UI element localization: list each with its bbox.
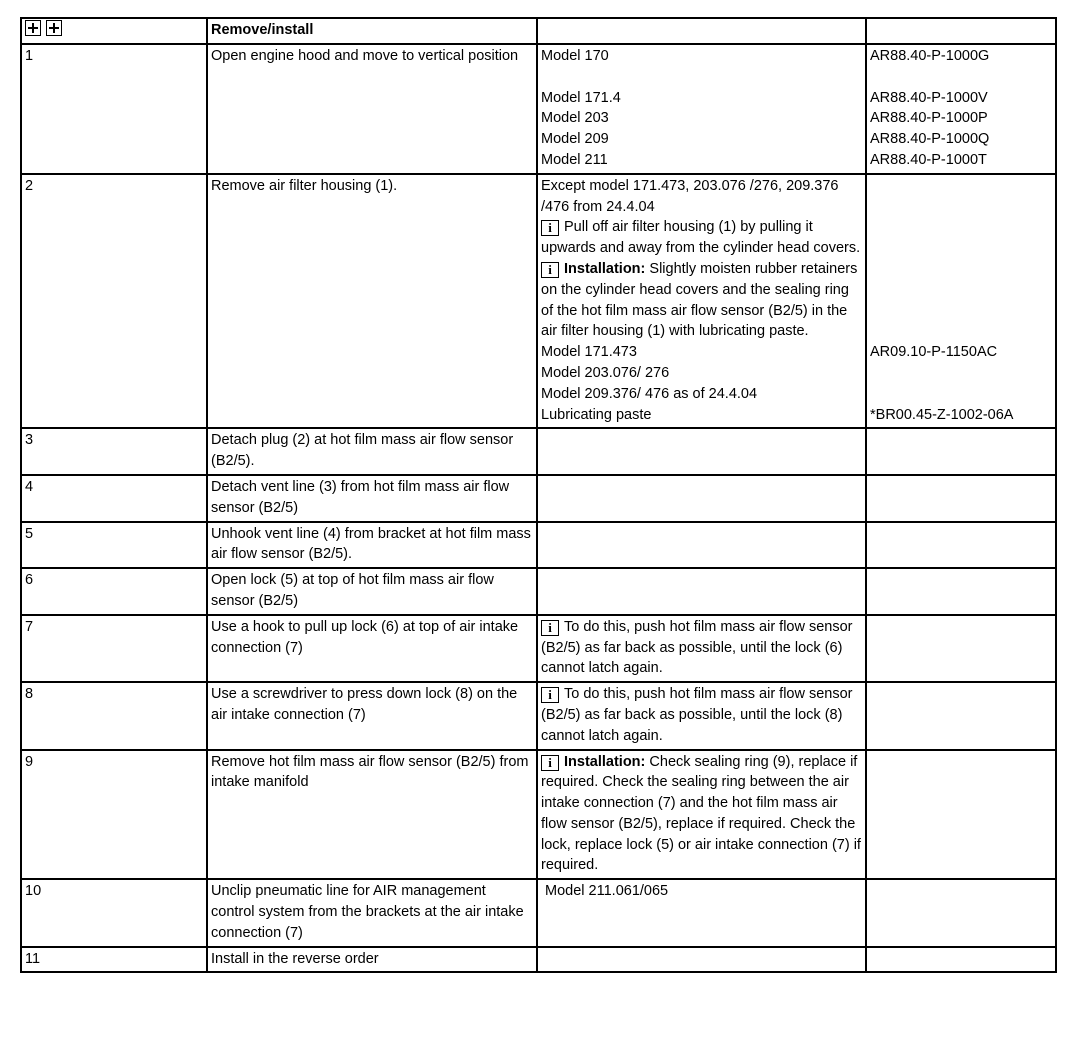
header-remove-install: Remove/install <box>207 18 537 44</box>
expand-all-icon[interactable] <box>25 20 41 36</box>
reference-link[interactable]: AR88.40-P-1000V <box>870 89 988 106</box>
step-number: 9 <box>21 750 207 880</box>
info-icon: i <box>541 755 559 771</box>
step-reference <box>866 44 1056 174</box>
info-icon: i <box>541 620 559 636</box>
step-note: Model 211.061/065 <box>537 879 866 946</box>
table-row <box>21 475 1056 522</box>
step-note <box>537 522 866 569</box>
collapse-all-icon[interactable] <box>46 20 62 36</box>
step-reference <box>866 475 1056 522</box>
step-reference <box>866 750 1056 880</box>
note-line: Lubricating paste <box>541 406 652 423</box>
step-number: 11 <box>21 947 207 973</box>
step-note <box>537 615 866 682</box>
note-line: Model 203.076/ 276 <box>541 364 670 381</box>
reference-link[interactable]: AR09.10-P-1150AC <box>870 344 998 361</box>
reference-link[interactable]: AR88.40-P-1000P <box>870 110 988 127</box>
step-note <box>537 174 866 429</box>
installation-label: Installation: <box>564 753 646 770</box>
step-action: Use a screwdriver to press down lock (8) on the air intake connection (7) <box>207 682 537 749</box>
step-reference <box>866 947 1056 973</box>
table-row <box>21 947 1056 973</box>
note-line: Model 203 <box>541 110 609 127</box>
note-line: Model 209.376/ 476 as of 24.4.04 <box>541 385 758 402</box>
reference-link[interactable]: AR88.40-P-1000Q <box>870 131 990 148</box>
reference-link[interactable]: AR88.40-P-1000T <box>870 151 987 168</box>
table-row <box>21 615 1056 682</box>
header-empty-4 <box>866 18 1056 44</box>
step-note <box>537 947 866 973</box>
step-note <box>537 568 866 615</box>
step-action: Unhook vent line (4) from bracket at hot film mass air flow sensor (B2/5). <box>207 522 537 569</box>
step-action: Open engine hood and move to vertical position <box>207 44 537 174</box>
reference-link[interactable]: *BR00.45-Z-1002-06A <box>870 406 1014 423</box>
table-row <box>21 750 1056 880</box>
step-action: Open lock (5) at top of hot film mass air flow sensor (B2/5) <box>207 568 537 615</box>
table-row <box>21 522 1056 569</box>
step-action: Detach vent line (3) from hot film mass air flow sensor (B2/5) <box>207 475 537 522</box>
info-note <box>541 217 862 259</box>
step-action: Remove air filter housing (1). <box>207 174 537 429</box>
step-note <box>537 750 866 880</box>
note-line: Model 171.4 <box>541 89 621 106</box>
info-text: Check sealing ring (9), replace if required. Check the sealing ring between the air intake connection (7) and the hot film mass air flow sensor (B2/5), replace if required. Check the lock, replace lock (5) or air intake connection (7) if required. <box>541 753 861 874</box>
reference-link[interactable]: AR88.40-P-1000G <box>870 48 990 64</box>
note-intro: Except model 171.473, 203.076 /276, 209.376 /476 from 24.4.04 <box>541 177 839 215</box>
step-action: Remove hot film mass air flow sensor (B2/5) from intake manifold <box>207 750 537 880</box>
step-number: 6 <box>21 568 207 615</box>
info-icon: i <box>541 687 559 703</box>
step-note <box>537 428 866 475</box>
procedure-table <box>20 17 1057 973</box>
step-reference <box>866 428 1056 475</box>
step-note <box>537 475 866 522</box>
step-reference <box>866 568 1056 615</box>
step-action: Use a hook to pull up lock (6) at top of air intake connection (7) <box>207 615 537 682</box>
step-action: Unclip pneumatic line for AIR management control system from the brackets at the air intake connection (7) <box>207 879 537 946</box>
table-row <box>21 174 1056 429</box>
table-row <box>21 682 1056 749</box>
note-line: Model 209 <box>541 131 609 148</box>
step-reference <box>866 879 1056 946</box>
note-line: Model 211 <box>541 151 608 168</box>
step-number: 3 <box>21 428 207 475</box>
step-note <box>537 682 866 749</box>
table-header-row <box>21 18 1056 44</box>
step-number: 1 <box>21 44 207 174</box>
table-row <box>21 568 1056 615</box>
step-reference <box>866 522 1056 569</box>
step-number: 10 <box>21 879 207 946</box>
step-number: 7 <box>21 615 207 682</box>
step-number: 8 <box>21 682 207 749</box>
table-row <box>21 44 1056 174</box>
step-action: Detach plug (2) at hot film mass air flow sensor (B2/5). <box>207 428 537 475</box>
note-line: Model 171.473 <box>541 344 637 361</box>
note-line: Model 170 <box>541 48 609 64</box>
table-row <box>21 428 1056 475</box>
table-row <box>21 879 1056 946</box>
header-icons-cell <box>21 18 207 44</box>
step-number: 4 <box>21 475 207 522</box>
step-action: Install in the reverse order <box>207 947 537 973</box>
header-empty-3 <box>537 18 866 44</box>
step-number: 5 <box>21 522 207 569</box>
info-text: Slightly moisten rubber retainers on the cylinder head covers and the sealing ring of the hot film mass air flow sensor (B2/5) in the air filter housing (1) with lubricating paste. <box>541 260 858 340</box>
installation-label: Installation: <box>564 260 646 277</box>
step-note <box>537 44 866 174</box>
info-note <box>541 259 862 342</box>
step-number: 2 <box>21 174 207 429</box>
info-icon: i <box>541 262 559 278</box>
info-text: To do this, push hot film mass air flow sensor (B2/5) as far back as possible, until the lock (8) cannot latch again. <box>541 686 853 744</box>
step-reference <box>866 174 1056 429</box>
info-text: Pull off air filter housing (1) by pulling it upwards and away from the cylinder head covers. <box>541 219 861 257</box>
info-icon: i <box>541 220 559 236</box>
step-reference <box>866 615 1056 682</box>
step-reference <box>866 682 1056 749</box>
info-text: To do this, push hot film mass air flow sensor (B2/5) as far back as possible, until the lock (6) cannot latch again. <box>541 618 853 677</box>
